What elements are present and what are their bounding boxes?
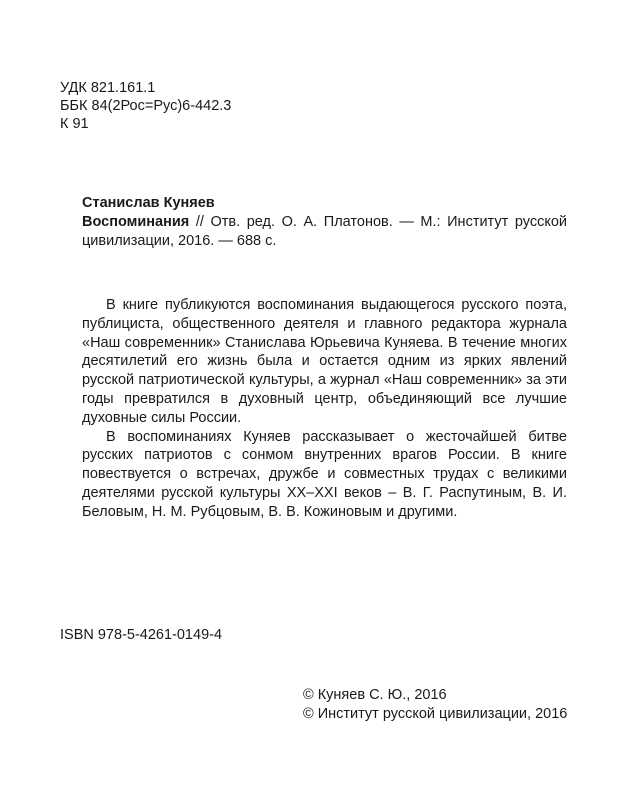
bibliographic-details: // Отв. ред. О. А. Платонов. — М.: Институт русской цивилизации, 2016. — 688 с.	[82, 214, 567, 249]
classification-codes	[60, 79, 231, 133]
copyright-author: © Куняев С. Ю., 2016	[303, 687, 447, 703]
udk-code: УДК 821.161.1	[60, 80, 156, 96]
book-title: Воспоминания	[82, 214, 190, 230]
annotation-paragraph-1: В книге публикуются воспоминания выдающегося русского поэта, публициста, общественного деятеля и главного редактора журнала «Наш современник» Станислава Юрьевича Куняева. В течение многих десятилетий его жизнь была и остается одним из ярких явлений русской патриотической культуры, а журнал «Наш современник» за эти годы превратился в духовный центр, объединяющий все лучшие духовные силы России.	[82, 297, 567, 426]
bibliographic-record	[82, 194, 567, 251]
copyright-publisher: © Институт русской цивилизации, 2016	[303, 706, 568, 722]
author-mark: К 91	[60, 116, 89, 132]
bbk-code: ББК 84(2Рос=Рус)6-442.3	[60, 98, 232, 114]
copyright-notice	[303, 686, 567, 724]
bibliographic-entry	[82, 213, 567, 251]
isbn-number: ISBN 978-5-4261-0149-4	[60, 627, 223, 643]
annotation-paragraph-2: В воспоминаниях Куняев рассказывает о жесточайшей битве русских патриотов с сонмом внутренних врагов России. В книге повествуется о встречах, дружбе и совместных трудах с великими деятелями русской культуры XX–XXI веков – В. Г. Распутиным, В. И. Беловым, Н. М. Рубцовым, В. В. Кожиновым и другими.	[82, 428, 567, 520]
annotation	[82, 296, 567, 522]
book-author: Станислав Куняев	[82, 195, 215, 211]
